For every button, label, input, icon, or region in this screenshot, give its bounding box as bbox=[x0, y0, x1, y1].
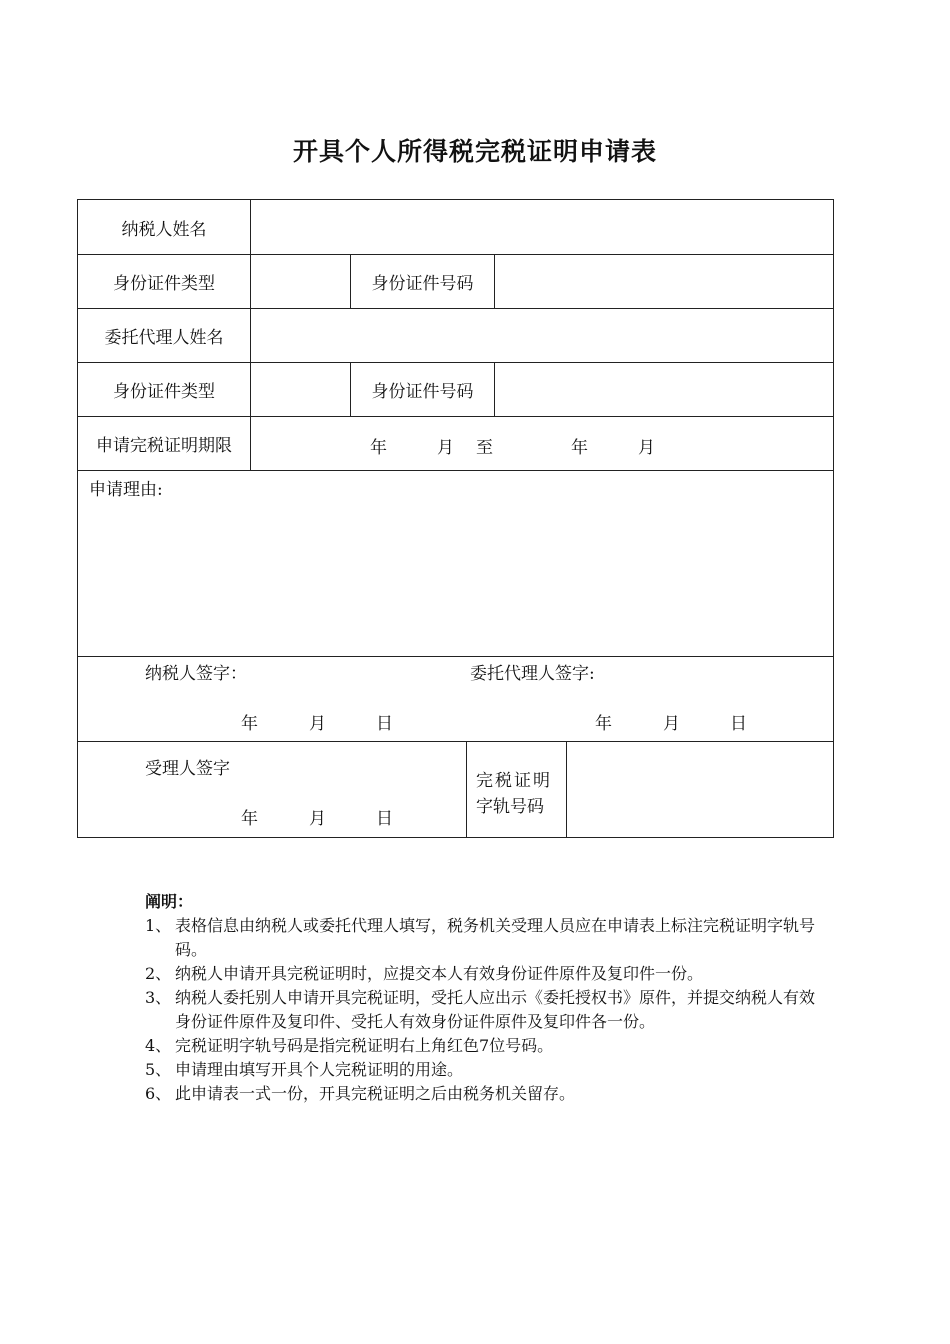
period-year-1: 年 bbox=[370, 438, 387, 458]
taxpayer-sign-year: 年 bbox=[241, 714, 258, 734]
taxpayer-name-label: 纳税人姓名 bbox=[77, 199, 251, 255]
agent-id-type-label: 身份证件类型 bbox=[77, 362, 251, 417]
taxpayer-id-no-label: 身份证件号码 bbox=[350, 254, 495, 309]
notes-heading: 阐明： bbox=[145, 892, 194, 911]
agent-id-no-label: 身份证件号码 bbox=[350, 362, 495, 417]
agent-id-no-field[interactable] bbox=[494, 362, 834, 417]
note-item: 3、 纳税人委托别人申请开具完税证明，受托人应出示《委托授权书》原件，并提交纳税人有效身份证件原件及复印件、受托人有效身份证件原件及复印件各一份。 bbox=[145, 988, 816, 1031]
certificate-no-label bbox=[466, 741, 567, 838]
note-item: 4、 完税证明字轨号码是指完税证明右上角红色7位号码。 bbox=[145, 1036, 554, 1055]
period-year-2: 年 bbox=[571, 438, 588, 458]
taxpayer-name-field[interactable] bbox=[250, 199, 834, 255]
receiver-sign-day: 日 bbox=[376, 809, 393, 829]
taxpayer-sign-label: 纳税人签字： bbox=[145, 664, 247, 684]
note-item: 6、 此申请表一式一份，开具完税证明之后由税务机关留存。 bbox=[145, 1084, 576, 1103]
period-month-2: 月 bbox=[638, 438, 655, 458]
taxpayer-sign-month: 月 bbox=[309, 714, 326, 734]
receiver-sign-label: 受理人签字 bbox=[145, 759, 230, 779]
signature-row[interactable] bbox=[77, 656, 834, 742]
taxpayer-id-type-field[interactable] bbox=[250, 254, 351, 309]
receiver-sign-field[interactable] bbox=[77, 741, 467, 838]
period-label: 申请完税证明期限 bbox=[77, 416, 251, 471]
period-field[interactable] bbox=[250, 416, 834, 471]
certificate-no-label-line2: 字轨号码 bbox=[476, 797, 544, 817]
agent-sign-label: 委托代理人签字: bbox=[470, 664, 595, 684]
agent-sign-month: 月 bbox=[663, 714, 680, 734]
taxpayer-sign-day: 日 bbox=[376, 714, 393, 734]
agent-name-field[interactable] bbox=[250, 308, 834, 363]
taxpayer-id-no-field[interactable] bbox=[494, 254, 834, 309]
note-item: 5、 申请理由填写开具个人完税证明的用途。 bbox=[145, 1060, 464, 1079]
taxpayer-id-type-label: 身份证件类型 bbox=[77, 254, 251, 309]
notes-section bbox=[145, 890, 815, 1106]
agent-name-label: 委托代理人姓名 bbox=[77, 308, 251, 363]
reason-label: 申请理由: bbox=[89, 480, 163, 500]
form-title: 开具个人所得税完税证明申请表 bbox=[292, 137, 657, 166]
period-to: 至 bbox=[476, 438, 493, 458]
receiver-sign-year: 年 bbox=[241, 809, 258, 829]
agent-sign-day: 日 bbox=[730, 714, 747, 734]
certificate-no-field[interactable] bbox=[566, 741, 834, 838]
reason-field[interactable] bbox=[77, 470, 834, 657]
receiver-sign-month: 月 bbox=[309, 809, 326, 829]
period-month-1: 月 bbox=[437, 438, 454, 458]
note-item: 2、 纳税人申请开具完税证明时，应提交本人有效身份证件原件及复印件一份。 bbox=[145, 964, 704, 983]
certificate-no-label-line1: 完税证明 bbox=[476, 771, 552, 791]
agent-sign-year: 年 bbox=[595, 714, 612, 734]
agent-id-type-field[interactable] bbox=[250, 362, 351, 417]
note-item: 1、 表格信息由纳税人或委托代理人填写，税务机关受理人员应在申请表上标注完税证明字轨号码。 bbox=[145, 916, 816, 959]
